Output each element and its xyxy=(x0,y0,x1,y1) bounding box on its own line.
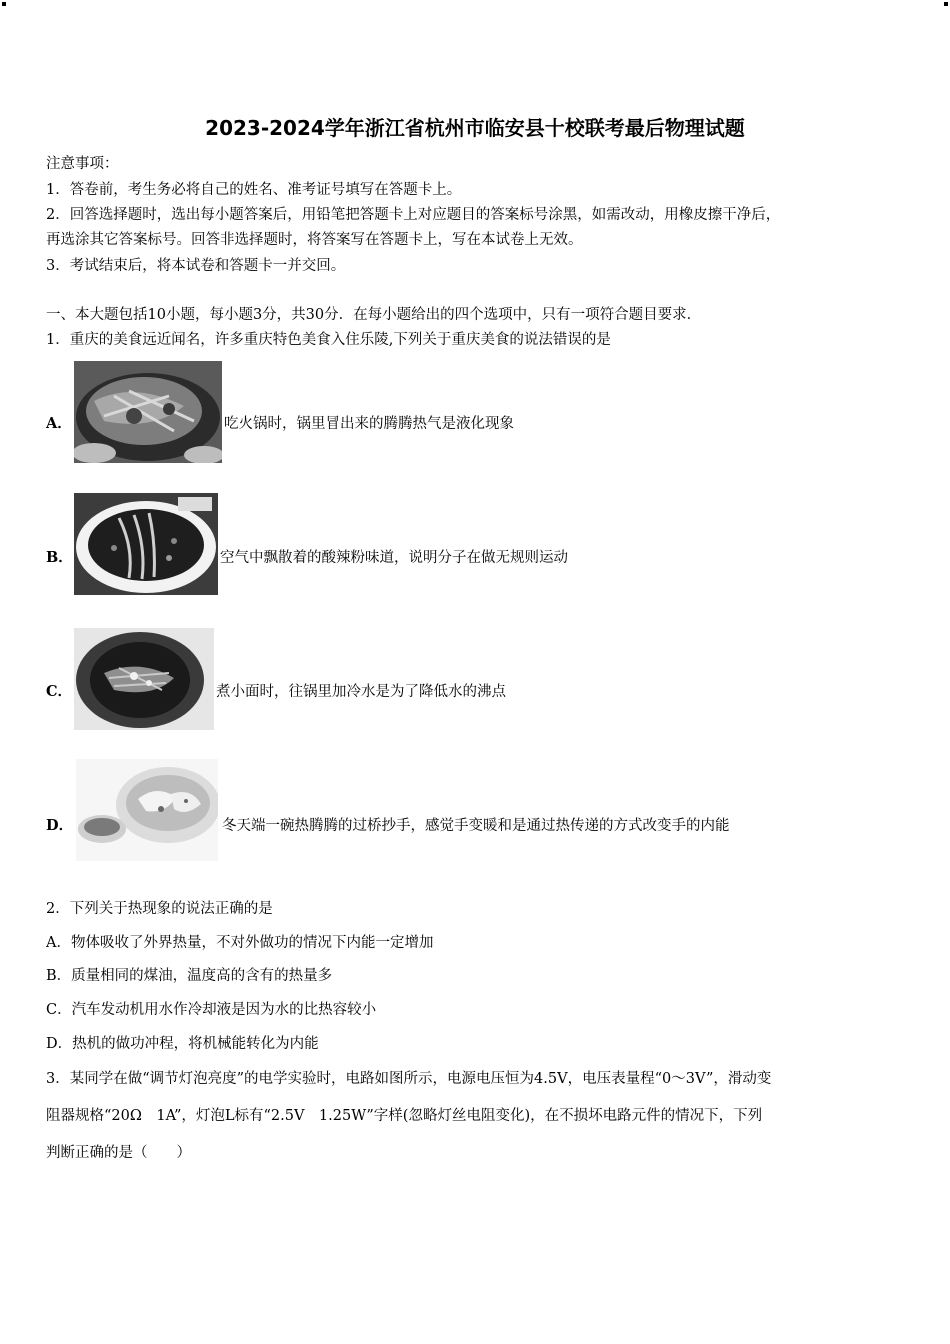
q2-option-d: D．热机的做功冲程，将机械能转化为内能 xyxy=(46,1036,319,1052)
q1-option-c-letter: C． xyxy=(46,683,73,700)
q3-stem-line-3: 判断正确的是（ ） xyxy=(46,1145,191,1161)
q1-option-b-letter: B． xyxy=(46,549,73,566)
notice-item-1: 1．答卷前，考生务必将自己的姓名、准考证号填写在答题卡上。 xyxy=(46,182,462,198)
corner-mark-top-right xyxy=(944,2,948,6)
q3-stem-line-1: 3．某同学在做“调节灯泡亮度”的电学实验时，电路如图所示，电源电压恒为4.5V，电压表量程“0～3V”，滑动变 xyxy=(46,1071,772,1087)
exam-title: 2023-2024学年浙江省杭州市临安县十校联考最后物理试题 xyxy=(205,116,745,140)
q1-option-c-text: 煮小面时，往锅里加冷水是为了降低水的沸点 xyxy=(216,684,506,700)
noodle-bowl-photo xyxy=(74,493,218,595)
q2-option-c: C．汽车发动机用水作冷却液是因为水的比热容较小 xyxy=(46,1002,377,1018)
corner-mark-top-left xyxy=(2,2,6,6)
q1-option-b-text: 空气中飘散着的酸辣粉味道，说明分子在做无规则运动 xyxy=(220,550,568,566)
hotpot-photo xyxy=(74,361,222,463)
q1-option-a-letter: A． xyxy=(46,415,72,432)
q2-option-a: A．物体吸收了外界热量，不对外做功的情况下内能一定增加 xyxy=(46,935,434,951)
notice-item-2-cont: 再选涂其它答案标号。回答非选择题时，将答案写在答题卡上，写在本试卷上无效。 xyxy=(46,232,583,248)
wonton-photo xyxy=(76,759,218,861)
q3-stem-line-2: 阻器规格“20Ω 1A”，灯泡L标有“2.5V 1.25W”字样(忽略灯丝电阻变化)，在不损坏电路元件的情况下，下列 xyxy=(46,1108,763,1124)
notice-heading: 注意事项： xyxy=(46,156,119,172)
q1-option-d-letter: D． xyxy=(46,817,74,834)
q2-option-b: B．质量相同的煤油，温度高的含有的热量多 xyxy=(46,968,333,984)
notice-item-3: 3．考试结束后，将本试卷和答题卡一并交回。 xyxy=(46,258,346,274)
notice-item-2: 2．回答选择题时，选出每小题答案后，用铅笔把答题卡上对应题目的答案标号涂黑，如需改动，用橡皮擦干净后， xyxy=(46,207,781,223)
small-noodles-photo xyxy=(74,628,214,730)
q1-option-a-text: 吃火锅时，锅里冒出来的腾腾热气是液化现象 xyxy=(224,416,514,432)
q1-stem: 1．重庆的美食远近闻名，许多重庆特色美食入住乐陵,下列关于重庆美食的说法错误的是 xyxy=(46,332,611,348)
q1-option-d-text: 冬天端一碗热腾腾的过桥抄手，感觉手变暖和是通过热传递的方式改变手的内能 xyxy=(222,818,730,834)
q2-stem: 2．下列关于热现象的说法正确的是 xyxy=(46,901,273,917)
section-heading: 一、本大题包括10小题，每小题3分，共30分．在每小题给出的四个选项中，只有一项符合题目要求． xyxy=(46,307,702,323)
